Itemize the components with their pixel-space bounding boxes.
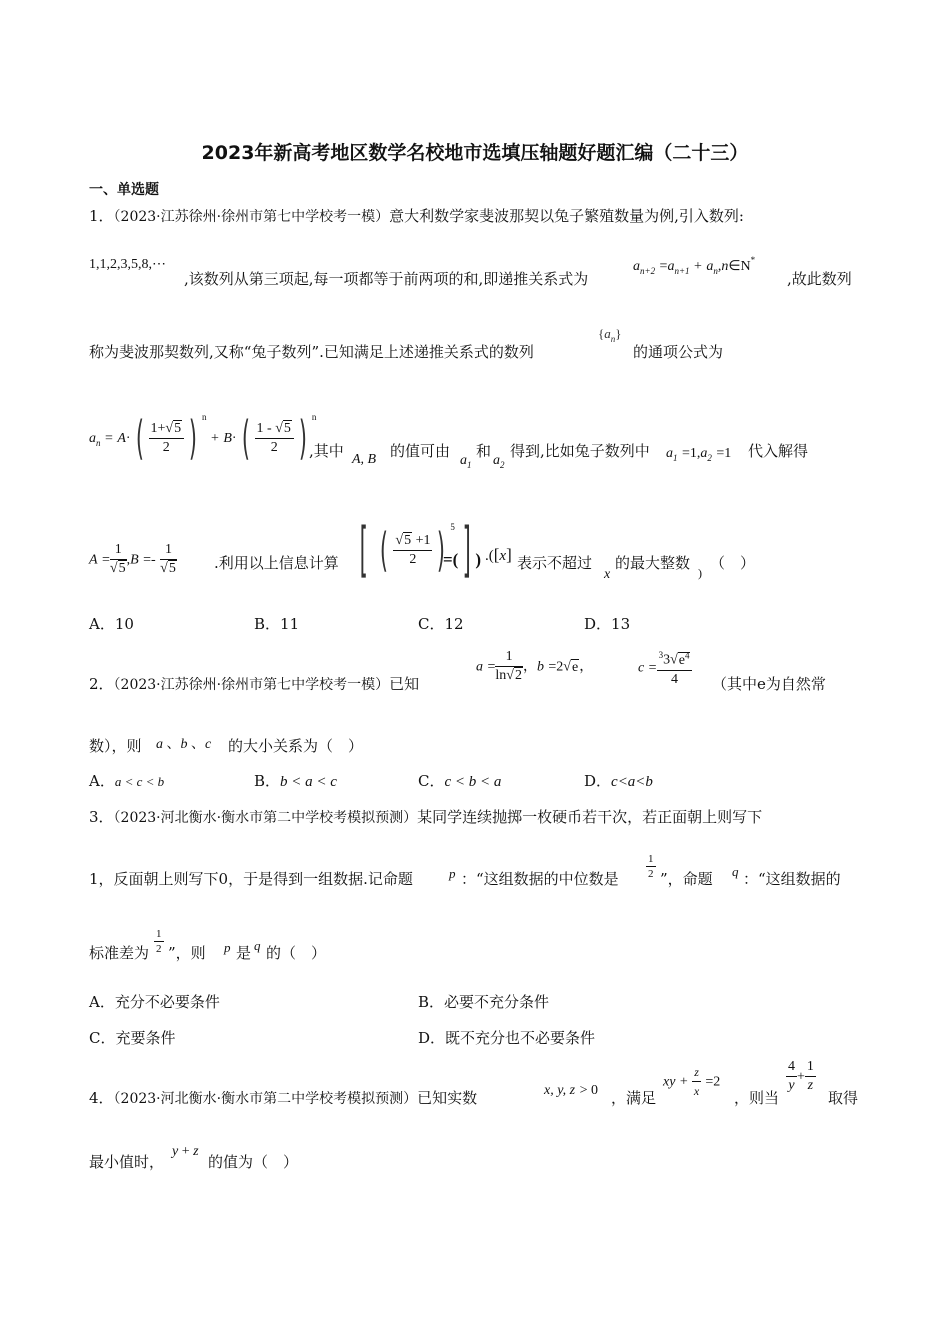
option-d[interactable]: D．既不充分也不必要条件: [418, 1029, 596, 1047]
question-text: 意大利数学家斐波那契以兔子繁殖数量为例,引入数列:: [389, 207, 744, 225]
question-text: 取得: [828, 1089, 859, 1107]
question-source: （2023·江苏徐州·徐州市第七中学校考一模）: [113, 209, 390, 225]
question-4-line-1: [89, 1087, 477, 1108]
math-q: q: [254, 938, 261, 953]
question-text: .利用以上信息计算: [214, 554, 339, 572]
question-text: 是: [236, 944, 252, 962]
question-source: （2023·河北衡水·衡水市第二中学校考模拟预测）: [113, 1091, 418, 1107]
floor-x: .([x]: [485, 545, 512, 564]
question-text: 称为斐波那契数列,又称“兔子数列”.已知满足上述递推关系式的数列: [89, 343, 534, 361]
general-term-formula: $a_n = A\cdot$ ( $\frac{1+√5}{2}$ ) $^n$ + B· ( $\frac{1 - √5}{2}$ ) $^n$: [89, 411, 317, 465]
math-A-B: A, B: [352, 452, 377, 467]
option-c[interactable]: C．c < b < a: [418, 772, 502, 790]
option-c[interactable]: C．充要条件: [89, 1029, 176, 1047]
option-a[interactable]: A．a < c < b: [89, 772, 165, 790]
math-a1: $a_1$: [460, 453, 472, 470]
option-c[interactable]: C．12: [418, 615, 464, 633]
fibonacci-sequence: 1,1,2,3,5,8,⋯: [89, 257, 166, 272]
question-text: 代入解得: [748, 442, 809, 460]
math-q: q: [732, 864, 739, 879]
option-b[interactable]: B．b < a < c: [254, 772, 337, 790]
question-text: ：“这组数据的: [743, 870, 841, 888]
answer-blank: （ ）: [710, 554, 756, 572]
question-text: 的值可由: [390, 442, 451, 460]
question-text: （其中e为自然常: [712, 675, 826, 693]
question-1-line-1: [89, 205, 744, 226]
math-xyz-positive: x, y, z > 0: [544, 1083, 598, 1098]
math-objective: $\frac{4}{y}$ + $\frac{1}{z}$: [788, 1059, 814, 1093]
math-p: p: [224, 940, 231, 955]
question-text: 最小值时，: [89, 1153, 165, 1171]
question-text: 的最大整数: [615, 554, 691, 572]
question-text: ”，则: [168, 944, 206, 962]
question-text: 数），则: [89, 737, 142, 755]
question-text: 和: [476, 442, 492, 460]
question-text: ，满足: [611, 1089, 657, 1107]
question-number: 2．: [89, 675, 114, 693]
math-abc: a 、b 、c: [156, 737, 212, 752]
option-label: B．: [254, 772, 281, 790]
section-heading: 一、单选题: [89, 182, 159, 198]
question-text: 已知: [389, 675, 420, 693]
question-text: ”，命题: [660, 870, 713, 888]
option-label: C．: [418, 772, 445, 790]
close-paren: ): [698, 566, 702, 580]
question-text: 得到,比如兔子数列中: [510, 442, 650, 460]
question-2-line-1: [89, 673, 419, 694]
question-text: 的通项公式为: [633, 343, 724, 361]
option-b[interactable]: B．11: [254, 615, 300, 633]
math-constraint: xy + $\frac{z}{x}$ =2: [663, 1065, 721, 1098]
fraction-half: $\frac{1}{2}$: [156, 928, 162, 955]
option-label: A．: [89, 772, 115, 790]
question-3-line-1: [89, 806, 762, 827]
floor-expression: [ ( $\frac{√5 +1}{2}$ ) $^5$ ]: [359, 515, 471, 585]
sequence-symbol: $\{a_n\}$: [598, 326, 622, 344]
option-d[interactable]: D．c<a<b: [584, 772, 653, 790]
recurrence-formula: $a_{n+2} =a_{n+1}$ + $a_n,n\in N^*$: [633, 255, 756, 276]
math-a2: $a_2$: [493, 453, 505, 470]
math-x: x: [604, 567, 611, 582]
question-source: （2023·江苏徐州·徐州市第七中学校考一模）: [113, 677, 390, 693]
question-text: 1，反面朝上则写下0，于是得到一组数据.记命题: [89, 870, 413, 888]
math-y-plus-z: y + z: [172, 1144, 199, 1159]
question-text: ,该数列从第三项起,每一项都等于前两项的和,即递推关系式为: [184, 270, 589, 288]
question-text: ,故此数列: [787, 270, 852, 288]
question-number: 1．: [89, 207, 114, 225]
question-text: ,其中: [309, 442, 344, 460]
option-d[interactable]: D．13: [584, 615, 631, 633]
question-1-line-2: [184, 268, 588, 289]
question-text: 某同学连续抛掷一枚硬币若干次，若正面朝上则写下: [417, 808, 763, 826]
fraction-half: $\frac{1}{2}$: [648, 853, 654, 880]
math-c-def: c = $\frac{^33√e^4}{4}$: [638, 646, 692, 689]
question-text: ，则当: [734, 1089, 780, 1107]
math-a-def: a = $\frac{1}{\ln√2}$ ，b =2√e，: [476, 649, 594, 683]
question-text: 已知实数: [417, 1089, 478, 1107]
math-A-B-values: A = $\frac{1}{√5}$ ,B =- $\frac{1}{√5}$: [89, 542, 176, 576]
option-label: D．: [584, 772, 612, 790]
question-text: 的值为（ ）: [208, 1153, 299, 1171]
math-p: p: [449, 866, 456, 881]
option-a[interactable]: A．充分不必要条件: [89, 993, 220, 1011]
question-number: 4．: [89, 1089, 114, 1107]
option-a[interactable]: A．10: [89, 615, 134, 633]
question-text: 的大小关系为（ ）: [228, 737, 364, 755]
math-initial-values: $a_1 =1,a_2 =1$: [666, 446, 732, 463]
question-text: 表示不超过: [517, 554, 593, 572]
option-b[interactable]: B．必要不充分条件: [418, 993, 550, 1011]
question-text: ：“这组数据的中位数是: [461, 870, 619, 888]
blank-paren: =( ): [443, 550, 482, 569]
question-text: 的（ ）: [266, 944, 327, 962]
question-source: （2023·河北衡水·衡水市第二中学校考模拟预测）: [113, 810, 418, 826]
page-title: 2023年新高考地区数学名校地市选填压轴题好题汇编（二十三）: [201, 142, 749, 164]
question-text: 标准差为: [89, 944, 150, 962]
question-number: 3．: [89, 808, 114, 826]
